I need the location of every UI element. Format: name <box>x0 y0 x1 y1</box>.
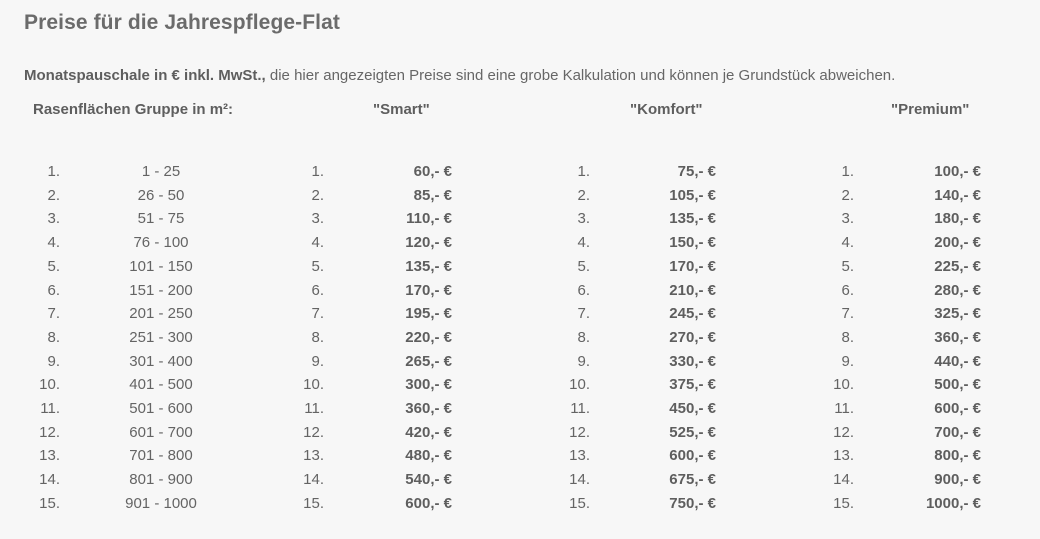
komfort-number: 13. <box>569 447 590 465</box>
premium-number: 6. <box>841 281 854 299</box>
smart-price: 265,- € <box>405 352 452 370</box>
premium-number: 3. <box>841 210 854 228</box>
row-number: 5. <box>47 257 60 275</box>
intro-rest: die hier angezeigten Preise sind eine grobe Kalkulation und können je Grundstück abweichen. <box>265 67 896 84</box>
header-komfort: "Komfort" <box>630 101 703 118</box>
area-range: 701 - 800 <box>129 447 193 465</box>
area-range: 26 - 50 <box>137 186 185 204</box>
table-row <box>0 376 1040 400</box>
table-row <box>0 282 1040 306</box>
komfort-price: 375,- € <box>669 376 716 394</box>
smart-number: 2. <box>311 186 324 204</box>
komfort-number: 11. <box>570 400 590 417</box>
komfort-price: 270,- € <box>669 328 716 346</box>
smart-price: 540,- € <box>405 471 452 489</box>
premium-number: 9. <box>841 352 854 370</box>
premium-number: 4. <box>841 234 854 252</box>
smart-number: 13. <box>303 447 324 465</box>
premium-price: 180,- € <box>934 210 981 228</box>
komfort-price: 245,- € <box>669 305 716 323</box>
smart-price: 110,- € <box>406 210 452 228</box>
area-range: 101 - 150 <box>129 257 193 275</box>
table-row <box>0 187 1040 211</box>
smart-number: 12. <box>303 423 324 441</box>
area-range: 1 - 25 <box>141 163 181 180</box>
komfort-number: 4. <box>577 234 590 252</box>
row-number: 3. <box>47 210 60 228</box>
smart-price: 480,- € <box>405 447 452 465</box>
komfort-number: 1. <box>577 163 590 180</box>
smart-number: 3. <box>311 210 324 228</box>
premium-price: 1000,- € <box>925 494 981 512</box>
row-number: 12. <box>39 423 60 441</box>
area-range: 251 - 300 <box>129 328 193 346</box>
premium-price: 700,- € <box>934 423 981 441</box>
header-premium: "Premium" <box>891 101 970 118</box>
smart-number: 15. <box>303 494 324 512</box>
komfort-price: 525,- € <box>669 423 716 441</box>
smart-number: 10. <box>303 376 324 394</box>
smart-price: 600,- € <box>405 494 452 512</box>
table-row <box>0 234 1040 258</box>
premium-price: 600,- € <box>934 400 981 417</box>
table-row <box>0 471 1040 495</box>
premium-number: 11. <box>834 400 854 417</box>
komfort-number: 10. <box>569 376 590 394</box>
premium-number: 13. <box>833 447 854 465</box>
premium-price: 900,- € <box>934 471 981 489</box>
area-range: 301 - 400 <box>129 352 193 370</box>
area-range: 76 - 100 <box>133 234 189 252</box>
row-number: 14. <box>39 471 60 489</box>
komfort-number: 3. <box>577 210 590 228</box>
table-row <box>0 400 1040 424</box>
komfort-price: 150,- € <box>669 234 716 252</box>
komfort-price: 450,- € <box>669 400 716 417</box>
smart-number: 6. <box>311 281 324 299</box>
smart-number: 5. <box>311 257 324 275</box>
area-range: 401 - 500 <box>129 376 193 394</box>
premium-price: 100,- € <box>934 163 981 180</box>
komfort-price: 600,- € <box>669 447 716 465</box>
smart-number: 7. <box>311 305 324 323</box>
page-title: Preise für die Jahrespflege-Flat <box>24 11 340 34</box>
komfort-number: 15. <box>569 494 590 512</box>
row-number: 9. <box>47 352 60 370</box>
premium-price: 140,- € <box>934 186 981 204</box>
area-range: 201 - 250 <box>129 305 193 323</box>
premium-number: 8. <box>841 328 854 346</box>
table-row <box>0 424 1040 448</box>
table-row <box>0 305 1040 329</box>
komfort-price: 105,- € <box>669 186 716 204</box>
row-number: 15. <box>39 494 60 512</box>
row-number: 13. <box>39 447 60 465</box>
smart-price: 220,- € <box>405 328 452 346</box>
row-number: 6. <box>47 281 60 299</box>
smart-price: 300,- € <box>405 376 452 394</box>
area-range: 151 - 200 <box>129 281 193 299</box>
premium-number: 2. <box>841 186 854 204</box>
komfort-number: 14. <box>569 471 590 489</box>
smart-price: 135,- € <box>405 257 452 275</box>
area-range: 901 - 1000 <box>125 494 197 512</box>
premium-price: 325,- € <box>934 305 981 323</box>
smart-number: 14. <box>303 471 324 489</box>
smart-number: 9. <box>311 352 324 370</box>
table-row <box>0 329 1040 353</box>
area-range: 51 - 75 <box>137 210 185 228</box>
smart-number: 8. <box>311 328 324 346</box>
header-group: Rasenflächen Gruppe in m²: <box>33 101 234 118</box>
smart-price: 360,- € <box>405 400 452 417</box>
premium-number: 10. <box>833 376 854 394</box>
header-smart: "Smart" <box>373 101 430 118</box>
komfort-number: 9. <box>577 352 590 370</box>
komfort-price: 75,- € <box>677 163 716 180</box>
smart-price: 120,- € <box>405 234 452 252</box>
komfort-number: 8. <box>577 328 590 346</box>
premium-number: 1. <box>841 163 854 180</box>
smart-price: 60,- € <box>413 163 452 180</box>
smart-number: 4. <box>311 234 324 252</box>
smart-price: 420,- € <box>405 423 452 441</box>
premium-price: 225,- € <box>934 257 981 275</box>
area-range: 801 - 900 <box>129 471 193 489</box>
premium-price: 500,- € <box>934 376 981 394</box>
intro-bold: Monatspauschale in € inkl. MwSt., <box>24 67 266 84</box>
table-row <box>0 447 1040 471</box>
table-row <box>0 353 1040 377</box>
row-number: 1. <box>47 163 60 180</box>
komfort-number: 5. <box>577 257 590 275</box>
komfort-price: 750,- € <box>669 494 716 512</box>
smart-price: 195,- € <box>405 305 452 323</box>
row-number: 11. <box>40 400 60 417</box>
premium-number: 5. <box>841 257 854 275</box>
komfort-number: 6. <box>577 281 590 299</box>
premium-price: 360,- € <box>934 328 981 346</box>
komfort-number: 12. <box>569 423 590 441</box>
smart-price: 170,- € <box>405 281 452 299</box>
komfort-price: 210,- € <box>669 281 716 299</box>
komfort-number: 2. <box>577 186 590 204</box>
row-number: 10. <box>39 376 60 394</box>
komfort-price: 170,- € <box>669 257 716 275</box>
premium-number: 12. <box>833 423 854 441</box>
intro-text <box>24 67 895 84</box>
premium-price: 280,- € <box>934 281 981 299</box>
premium-number: 15. <box>833 494 854 512</box>
premium-number: 14. <box>833 471 854 489</box>
table-row <box>0 163 1040 187</box>
komfort-number: 7. <box>577 305 590 323</box>
table-row <box>0 210 1040 234</box>
komfort-price: 135,- € <box>669 210 716 228</box>
smart-number: 11. <box>304 400 324 417</box>
area-range: 601 - 700 <box>129 423 193 441</box>
row-number: 2. <box>47 186 60 204</box>
komfort-price: 675,- € <box>669 471 716 489</box>
komfort-price: 330,- € <box>669 352 716 370</box>
table-row <box>0 495 1040 519</box>
premium-price: 800,- € <box>934 447 981 465</box>
premium-price: 200,- € <box>934 234 981 252</box>
premium-number: 7. <box>841 305 854 323</box>
smart-price: 85,- € <box>413 186 452 204</box>
area-range: 501 - 600 <box>129 400 193 417</box>
row-number: 7. <box>47 305 60 323</box>
premium-price: 440,- € <box>934 352 981 370</box>
row-number: 8. <box>47 328 60 346</box>
row-number: 4. <box>47 234 60 252</box>
table-row <box>0 258 1040 282</box>
smart-number: 1. <box>311 163 324 180</box>
